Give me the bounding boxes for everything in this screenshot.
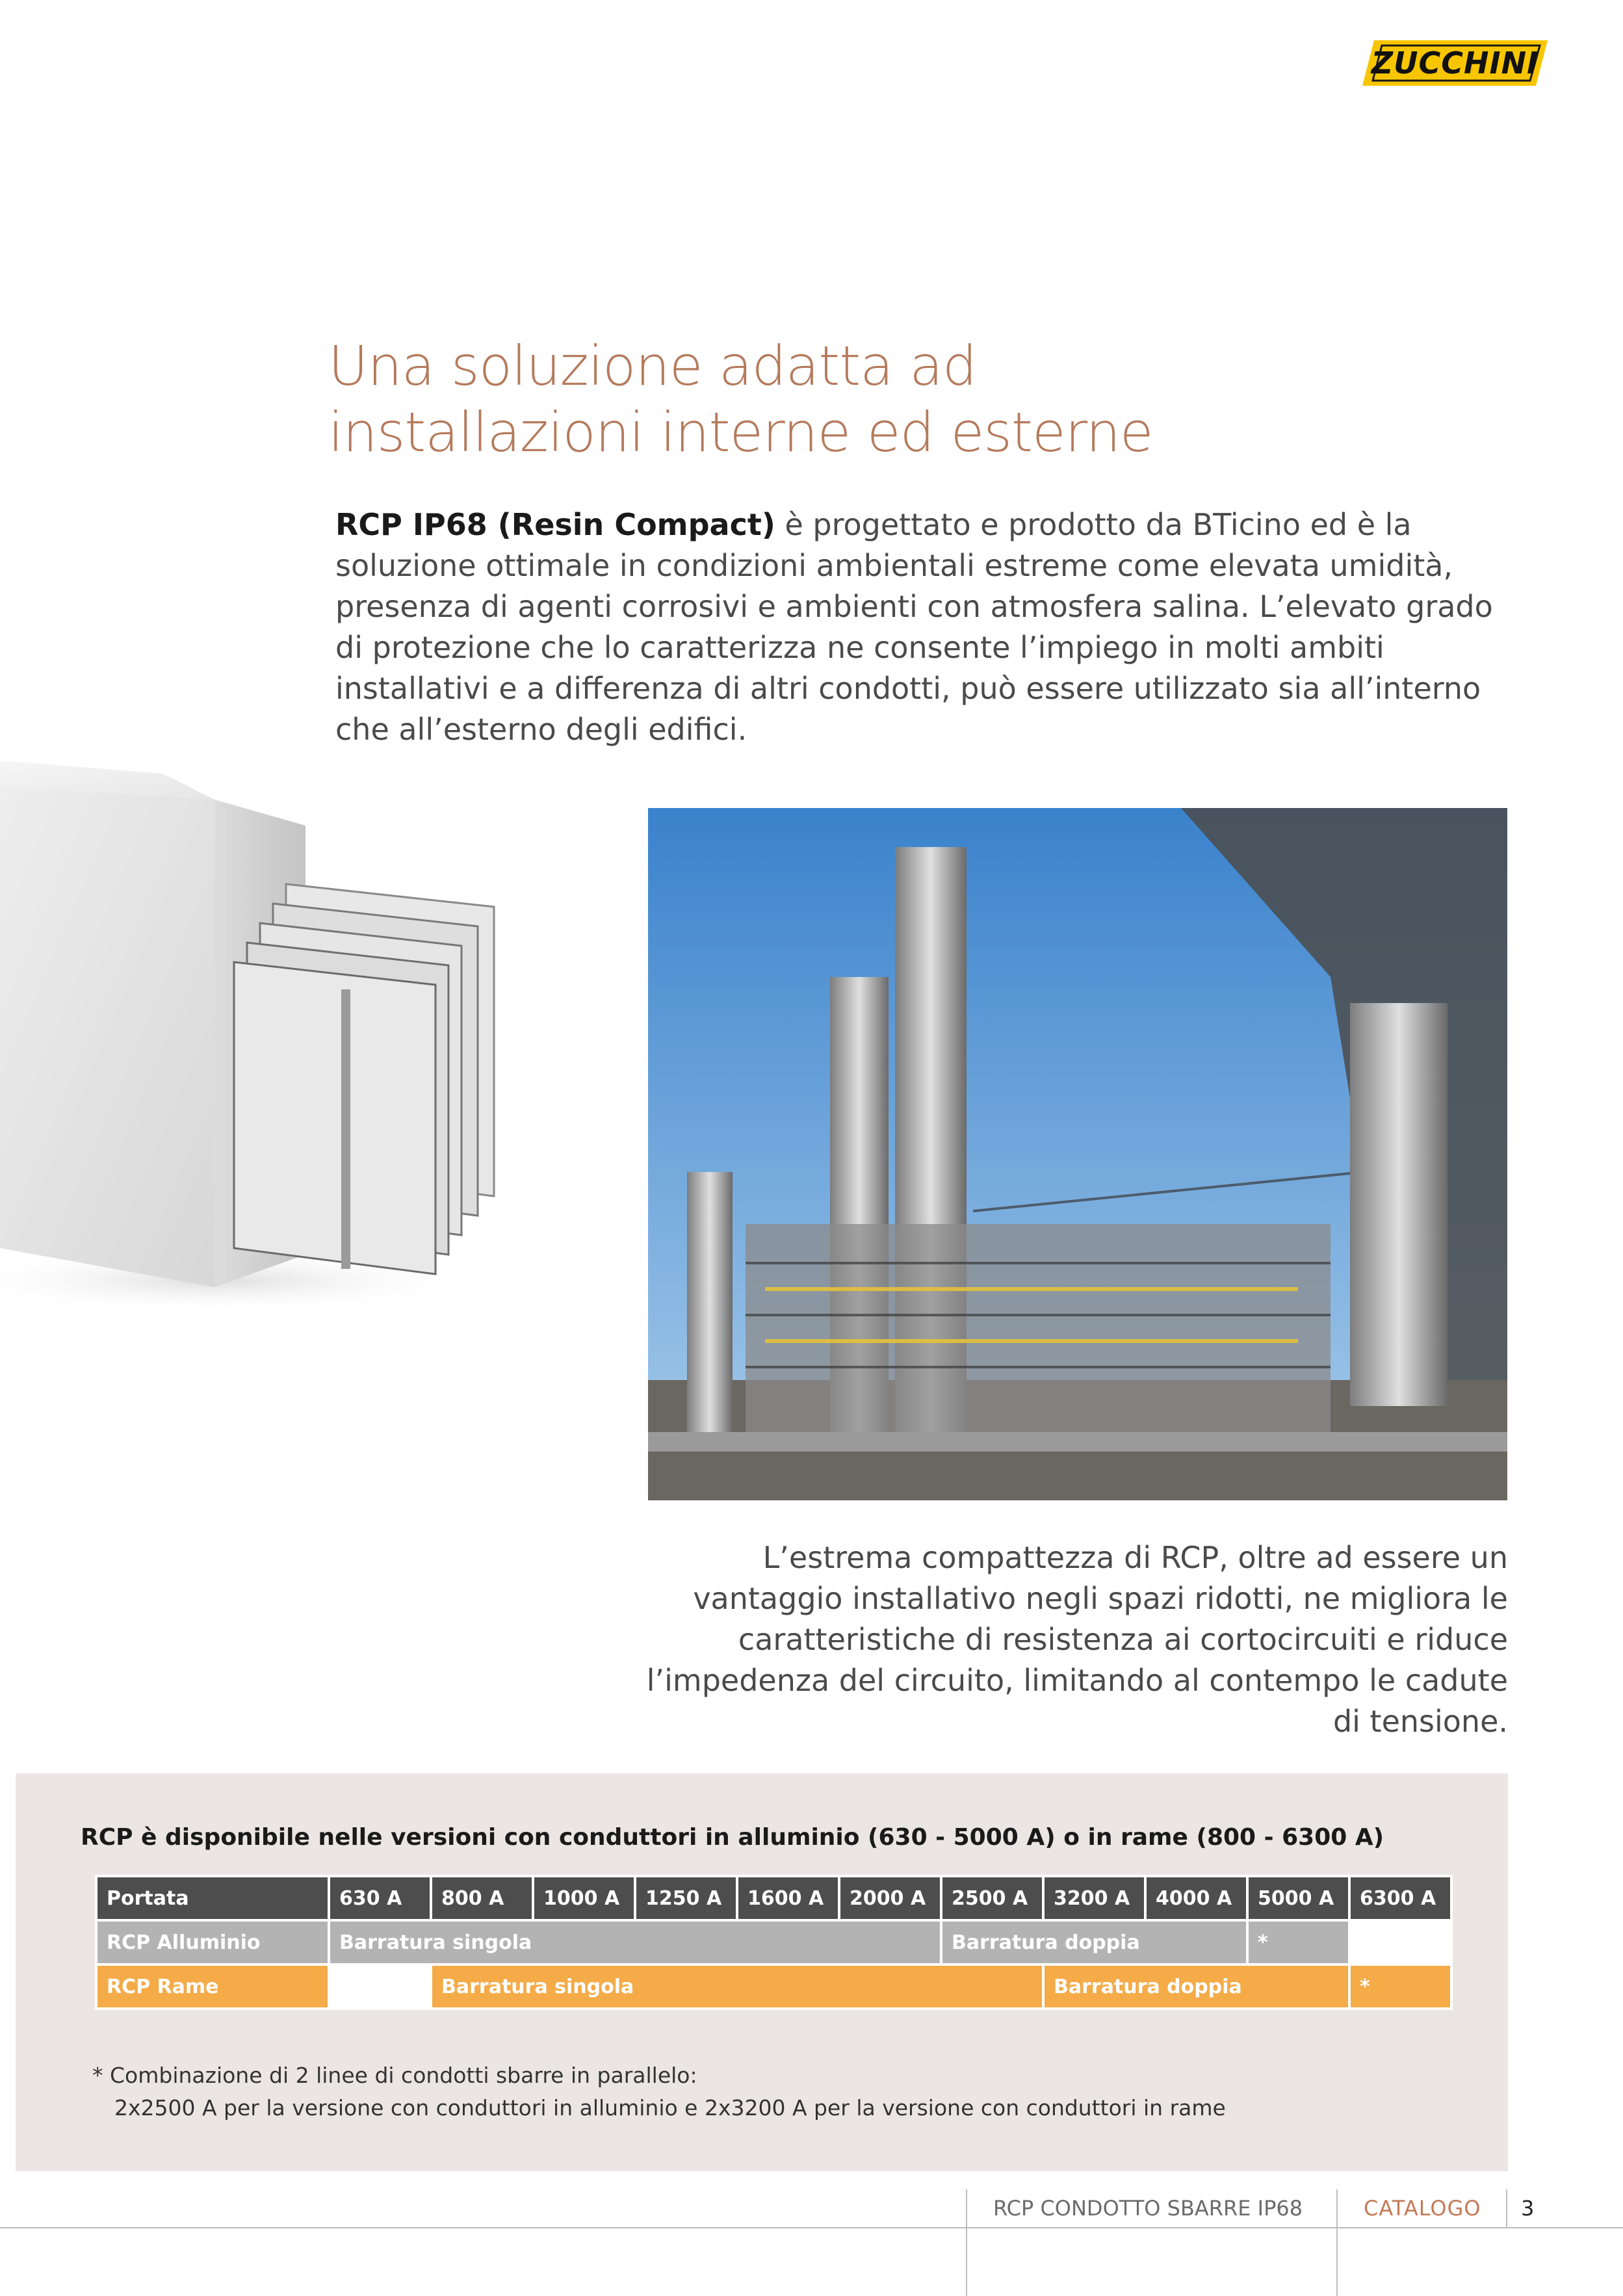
table-row-rame xyxy=(97,1966,1450,2007)
table-header-cell: Portata xyxy=(97,1877,328,1919)
alluminio-singola-cell: Barratura singola xyxy=(330,1922,940,1963)
busbar-product-image xyxy=(0,748,526,1320)
table-header-cell: 5000 A xyxy=(1249,1877,1348,1919)
availability-title: RCP è disponibile nelle versioni con conduttori in alluminio (630 - 5000 A) o in rame (800 - 6300 A) xyxy=(81,1824,1384,1851)
footer-divider xyxy=(1336,2189,1338,2296)
table-header-cell: 1250 A xyxy=(636,1877,736,1919)
table-header-cell: 1600 A xyxy=(738,1877,838,1919)
headline-line-1: Una soluzione adatta ad xyxy=(328,334,977,398)
table-header-cell: 1000 A xyxy=(534,1877,634,1919)
footer-rule xyxy=(0,2227,1623,2228)
rame-doppia-cell: Barratura doppia xyxy=(1045,1966,1348,2007)
alluminio-doppia-cell: Barratura doppia xyxy=(942,1922,1246,1963)
table-header-cell: 800 A xyxy=(432,1877,532,1919)
table-header-cell: 4000 A xyxy=(1147,1877,1246,1919)
compactness-caption: L’estrema compattezza di RCP, oltre ad essere un vantaggio installativo negli spazi ridotti, ne migliora le caratteristiche di resistenza ai cortocircuiti e riduce l’impedenza del circuito, limitando al contempo le cadute di tensione. xyxy=(646,1540,1508,1739)
logo-text: ZUCCHINI xyxy=(1371,46,1539,81)
table-header-cell: 630 A xyxy=(330,1877,430,1919)
industrial-plant-photo xyxy=(648,808,1507,1500)
footer-series: RCP CONDOTTO SBARRE IP68 xyxy=(993,2196,1303,2221)
rame-star-cell: * xyxy=(1351,1966,1450,2007)
rame-label: RCP Rame xyxy=(97,1966,328,2007)
alluminio-empty-cell xyxy=(1351,1922,1450,1963)
intro-text: è progettato e prodotto da BTicino ed è la soluzione ottimale in condizioni ambientali estreme come elevata umidità, presenza di agenti corrosivi e ambienti con atmosfera salina. L’elevato grado di protezione che lo caratterizza ne consente l’impiego in molti ambiti installativi e a differenza di altri condotti, può essere utilizzato sia all’interno che all’esterno degli edifici. xyxy=(335,507,1493,747)
rame-empty-cell xyxy=(330,1966,430,2007)
alluminio-star-cell: * xyxy=(1249,1922,1348,1963)
footer-catalog: CATALOGO xyxy=(1364,2196,1481,2221)
footnote-line-2: 2x2500 A per la versione con conduttori in alluminio e 2x3200 A per la versione con conduttori in rame xyxy=(114,2095,1226,2120)
page-number: 3 xyxy=(1521,2196,1535,2221)
intro-paragraph xyxy=(335,504,1512,750)
footer-divider xyxy=(1506,2189,1507,2228)
headline-line-2: installazioni interne ed esterne xyxy=(328,400,1153,464)
alluminio-label: RCP Alluminio xyxy=(97,1922,328,1963)
footnote-line-1: * Combinazione di 2 linee di condotti sbarre in parallelo: xyxy=(92,2063,697,2088)
table-header-cell: 6300 A xyxy=(1351,1877,1450,1919)
table-header-cell: 2000 A xyxy=(840,1877,940,1919)
table-header-cell: 3200 A xyxy=(1045,1877,1144,1919)
zucchini-logo xyxy=(1362,38,1548,88)
table-header-cell: 2500 A xyxy=(942,1877,1042,1919)
table-row-alluminio xyxy=(97,1922,1450,1963)
capacity-table xyxy=(95,1875,1453,2010)
rame-singola-cell: Barratura singola xyxy=(432,1966,1042,2007)
footer-divider xyxy=(966,2189,967,2296)
page-headline xyxy=(328,333,1498,465)
table-footnote xyxy=(92,2059,1392,2124)
table-header-row xyxy=(97,1877,1450,1919)
intro-product-name: RCP IP68 (Resin Compact) xyxy=(335,507,775,542)
